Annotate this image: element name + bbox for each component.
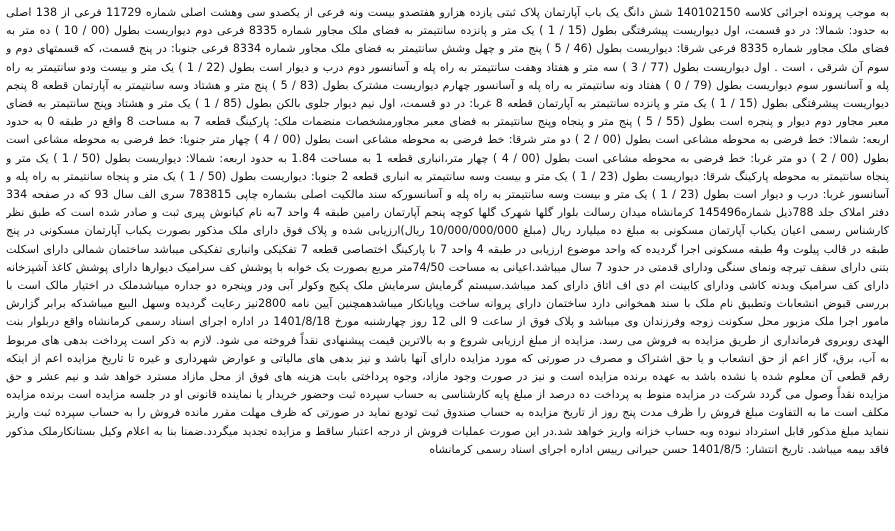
notice-body-text: به موجب پرونده اجرائی کلاسه 140102150 شش دانگ یک باب آپارتمان پلاک ثبتی یازده هزارو هفتصدو بیست ونه فرعی از یکصدو سی وهشت اصلی شماره 11729 فرعی از 138 اصلی به حدود: شمالا: در دو قسمت، اول دیواریست پیشرفتگی بطول (15 / 1 ) یک متر و پانزده سانتیمتر به فضای ملک مجاور شماره 8335 فرعی دوم دیواریست بطول (00 / 10 ) ده متر به فضای ملک مجاور شماره 8335 فرعی شرقا: دیواریست بطول (46 / 5 ) پنج متر و چهل وشش سانتیمتر به فضای ملک مجاور شماره 8334 فرعی جنوبا: در پنج قسمت، که قسمتهای دوم و سوم آن شرقی ، است . اول دیواریست بطول (77 / 3 ) سه متر و هفتاد وهفت سانتیمتر به راه پله و آسانسور دوم درب و دیوار است بطول (22 / 1 ) یک متر و بیست ودو سانتیمتر به راه پله و آسانسور سوم دیواریست بطول (79 / 0 ) هفتاد ونه سانتیمتر به راه پله و آسانسور چهارم دیواریست مشترک بطول (83 / 5 ) پنج متر و هشتاد وسه سانتیمتر به آپارتمان قطعه 8 پنجم دیواریست پیشرفتگی بطول (15 / 1 ) یک متر و پانزده سانتیمتر به آپارتمان قطعه 8 غربا: در دو قسمت، اول نیم دیوار جلوی بالکن بطول (85 / 1 ) یک متر و هشتاد وپنج سانتیمتر به فضای معبر مجاور دوم دیوار و پنجره است بطول (55 / 5 ) پنج متر و پنجاه وپنج سانتیمتر به فضای معبر مجاورمشخصات منضمات ملک: پارکینگ قطعه 7 به مساحت 8 واقع در طبقه 0 به حدود اربعه: شمالا: خط فرضی به محوطه مشاعی است بطول (00 / 2 ) دو متر شرقا: خط فرضی به محوطه مشاعی است بطول (00 / 4 ) چهار متر جنوبا: خط فرضی به محوطه مشاعی است بطول (00 / 2 ) دو متر غربا: خط فرضی به محوطه مشاعی است بطول (00 / 4 ) چهار متر،انباری قطعه 1 به مساحت 1.84 به حدود اربعه: شمالا: دیواریست بطول (50 / 1 ) یک متر و پنجاه سانتیمتر به محوطه پارکینگ شرقا: دیواریست بطول (23 / 1 ) یک متر و بیست وسه سانتیمتر به انباری قطعه 2 جنوبا: دیواریست بطول (50 / 1 ) یک متر و پنجاه سانتیمتر به راه پله و آسانسور غربا: درب و دیوار است بطول (23 / 1 ) یک متر و بیست وسه سانتیمتر به راه پله و آسانسورکه سند مالکیت اصلی بشماره چاپی 783815 سری الف سال 93 که در صفحه 334 دفتر املاک جلد 788ذیل شماره145496 کرمانشاه میدان رسالت بلوار گلها شهرک گلها کوچه پنجم آپارتمان رامین طبقه 4 واحد 7به نام کیانوش پیری ثبت و صادر شده است که طبق نظر کارشناس رسمی اعیان یکباب آپارتمان مسکونی به مبلغ ده میلیارد ریال (مبلغ 10/000/000/000 ریال)ارزیابی شده و پلاک فوق دارای ملک مذکور بصورت یکباب آپارتمان مسکونی در پنج طبقه در قالب پیلوت و4 طبقه مسکونی اجرا گردیده که واحد موضوع ارزیابی در طبقه 4 واحد 7 با پارکینگ اختصاصی قطعه 7 تفکیکی وانباری تفکیکی میباشد ساختمان شمالی دارای اسکلت بتنی دارای سقف تیرچه ونمای سنگی ودارای قدمتی در حدود 7 سال میباشد.اعیانی به مساحت 74/50متر مربع بصورت یک خوابه با پوشش کف سرامیک دیوارها دارای پوشش کاغذ آشپزخانه دارای کف سرامیک وبدنه کاشی ودارای کابینت ام دی اف اتاق دارای کمد میباشد.سیستم گرمایش سرمایش ملک پکیج وکولر آبی ودر وپنجره دو جداره میباشدملک در اختیار مالک است با بررسی قبوض انشعابات وتطبیق نام ملک با سند همخوانی دارد ساختمان دارای پروانه ساخت وپایانکار میباشدهمچنین آیین نامه 2800نیز رعایت گردیده وسهل البیع میباشدکه برابر گزارش مامور اجرا ملک مزبور محل سکونت زوجه وفرزندان وی میباشد و پلاک فوق از ساعت 9 الی 12 روز چهارشنبه مورخ 1401/8/18 در اداره اجرای اسناد رسمی کرمانشاه واقع دربلوار بنت الهدی روبروی فرمانداری از طریق مزایده به فروش می رسد. مزایده از مبلغ ارزیابی شروع و به بالاترین قیمت پیشنهادی نقداً فروخته می شود. لازم به ذکر است پرداخت بدهی های مربوط به آب، برق، گاز اعم از حق انشعاب و یا حق اشتراک و مصرف در صورتی که مورد مزایده دارای آنها باشد و نیز بدهی های مالیاتی و عوارض شهرداری و غیره تا تاریخ مزایده اعم از اینکه رقم قطعی آن معلوم شده یا نشده باشد به عهده برنده مزایده است و نیز در صورت وجود مازاد، وجوه پرداختی بابت هزینه های فوق از محل مازاد مسترد خواهد شد و نیم عشر و حق مزایده نقداً وصول می گردد شرکت در مزایده منوط به پرداخت ده درصد از مبلغ پایه کارشناسی به حساب سپرده ثبت وحضور خریدار یا نماینده قانونی او در جلسه مزایده است برنده مزایده مکلف است ما به التفاوت مبلغ فروش را ظرف مدت پنج روز از تاریخ مزایده به حساب صندوق ثبت تودیع نماید در صورتی که ظرف مهلت مقرر مانده فروش را به حساب سپرده ثبت واریز ننماید مبلغ مذکور قابل استرداد نبوده وبه حساب خزانه واریز خواهد شد.در این صورت عملیات فروش از درجه اعتبار ساقط و مزایده تجدید میگردد.ضمنا بنا به اعلام وکیل بستانکارملک مذکور فاقد بیمه میباشد. تاریخ انتشار: 1401/8/5 حسن حیرانی رییس اداره اجرای اسناد رسمی کرمانشاه	[6, 6, 889, 456]
newspaper-notice	[6, 4, 889, 527]
